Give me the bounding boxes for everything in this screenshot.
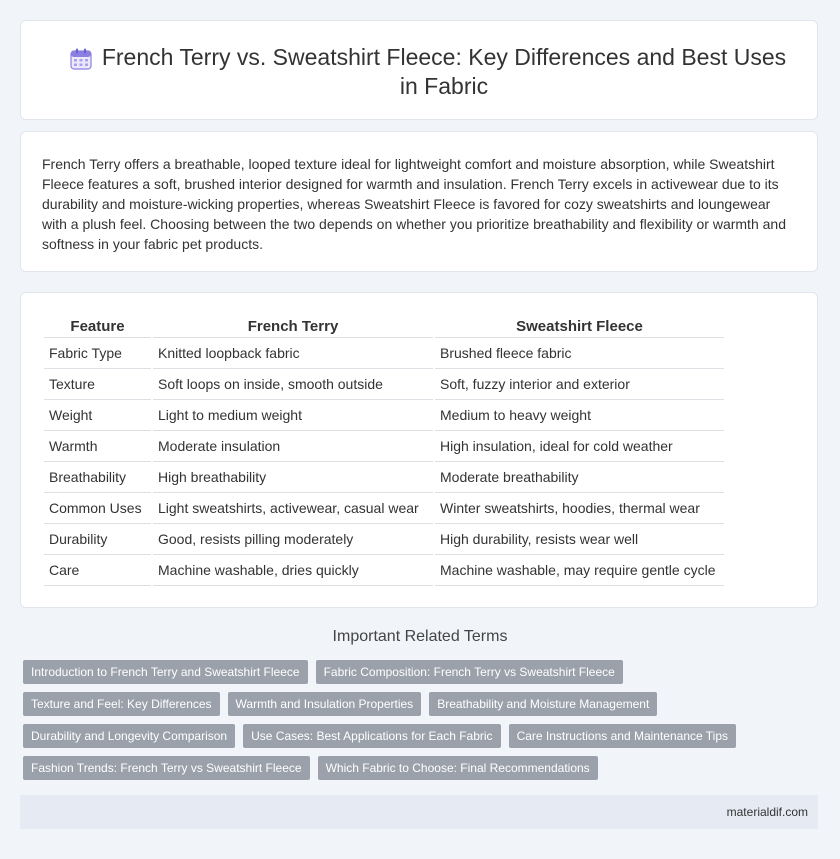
intro-text: French Terry offers a breathable, looped texture ideal for lightweight comfort and moisture absorption, while Sweatshirt Fleece features a soft, brushed interior designed for warmth and insulation. French Terry excels in activewear due to its durability and moisture-wicking properties, whereas Sweatshirt Fleece is favored for cozy sweatshirts and loungewear with a plush feel. Choosing between the two depends on whether you prioritize breathability and flexibility or warmth and softness in your fabric pet products.	[42, 156, 786, 252]
french-terry-cell: Soft loops on inside, smooth outside	[153, 369, 433, 400]
sweatshirt-fleece-cell: Soft, fuzzy interior and exterior	[435, 369, 724, 400]
related-terms-list	[23, 660, 823, 788]
feature-cell: Common Uses	[44, 493, 151, 524]
table-row	[44, 462, 724, 493]
table-row	[44, 369, 724, 400]
related-term-tag[interactable]: Use Cases: Best Applications for Each Fabric	[243, 724, 500, 748]
french-terry-cell: Machine washable, dries quickly	[153, 555, 433, 586]
feature-cell: Durability	[44, 524, 151, 555]
related-term-tag[interactable]: Breathability and Moisture Management	[429, 692, 657, 716]
sweatshirt-fleece-cell: High insulation, ideal for cold weather	[435, 431, 724, 462]
related-term-tag[interactable]: Introduction to French Terry and Sweatshirt Fleece	[23, 660, 308, 684]
comparison-table	[42, 315, 726, 586]
sweatshirt-fleece-cell: Machine washable, may require gentle cycle	[435, 555, 724, 586]
table-header-row	[44, 315, 724, 338]
related-terms-title: Important Related Terms	[332, 628, 508, 645]
feature-cell: Care	[44, 555, 151, 586]
feature-cell: Fabric Type	[44, 338, 151, 369]
feature-cell: Breathability	[44, 462, 151, 493]
related-term-tag[interactable]: Care Instructions and Maintenance Tips	[509, 724, 736, 748]
feature-cell: Warmth	[44, 431, 151, 462]
sweatshirt-fleece-cell: Medium to heavy weight	[435, 400, 724, 431]
header-feature: Feature	[44, 315, 151, 338]
comparison-table-card	[20, 292, 818, 608]
french-terry-cell: Good, resists pilling moderately	[153, 524, 433, 555]
header-french-terry: French Terry	[153, 315, 433, 338]
table-row	[44, 338, 724, 369]
related-term-tag[interactable]: Durability and Longevity Comparison	[23, 724, 235, 748]
french-terry-cell: Light sweatshirts, activewear, casual wear	[153, 493, 433, 524]
feature-cell: Weight	[44, 400, 151, 431]
sweatshirt-fleece-cell: High durability, resists wear well	[435, 524, 724, 555]
table-row	[44, 400, 724, 431]
related-term-tag[interactable]: Fabric Composition: French Terry vs Sweatshirt Fleece	[316, 660, 623, 684]
french-terry-cell: Moderate insulation	[153, 431, 433, 462]
page-title: French Terry vs. Sweatshirt Fleece: Key Differences and Best Uses in Fabric	[101, 44, 787, 99]
related-term-tag[interactable]: Fashion Trends: French Terry vs Sweatshirt Fleece	[23, 756, 310, 780]
intro-card	[20, 131, 818, 272]
table-row	[44, 524, 724, 555]
header-sweatshirt-fleece: Sweatshirt Fleece	[435, 315, 724, 338]
header-card	[20, 20, 818, 120]
footer-site-link[interactable]: materialdif.com	[726, 805, 808, 819]
related-term-tag[interactable]: Which Fabric to Choose: Final Recommendations	[318, 756, 598, 780]
french-terry-cell: Light to medium weight	[153, 400, 433, 431]
sweatshirt-fleece-cell: Brushed fleece fabric	[435, 338, 724, 369]
french-terry-cell: Knitted loopback fabric	[153, 338, 433, 369]
sweatshirt-fleece-cell: Moderate breathability	[435, 462, 724, 493]
feature-cell: Texture	[44, 369, 151, 400]
table-row	[44, 493, 724, 524]
related-term-tag[interactable]: Warmth and Insulation Properties	[228, 692, 422, 716]
footer	[20, 795, 818, 829]
related-term-tag[interactable]: Texture and Feel: Key Differences	[23, 692, 220, 716]
table-row	[44, 555, 724, 586]
sweatshirt-fleece-cell: Winter sweatshirts, hoodies, thermal wear	[435, 493, 724, 524]
french-terry-cell: High breathability	[153, 462, 433, 493]
table-row	[44, 431, 724, 462]
